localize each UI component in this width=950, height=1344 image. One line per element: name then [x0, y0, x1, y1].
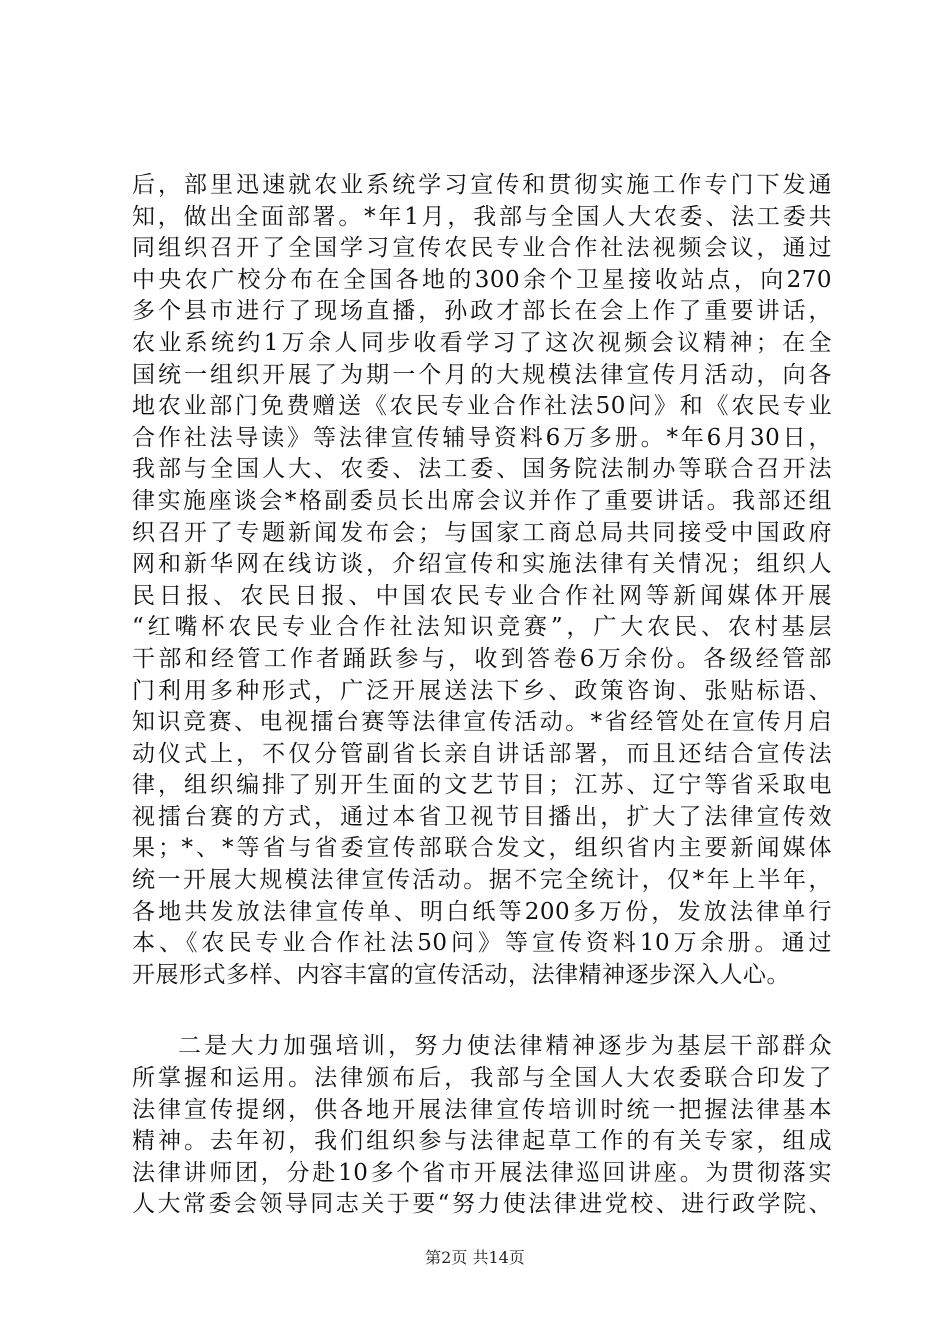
text-line: 各地共发放法律宣传单、明白纸等200多万份，发放法律单行	[132, 898, 832, 925]
text-line: 后，部里迅速就农业系统学习宣传和贯彻实施工作专门下发通	[132, 172, 832, 198]
paragraph-spacer	[132, 991, 832, 1031]
text-line: 视擂台赛的方式，通过本省卫视节目播出，扩大了法律宣传效	[132, 803, 832, 830]
page-number-footer: 第2页 共14页	[425, 1248, 525, 1267]
text-line: 地农业部门免费赠送《农民专业合作社法50问》和《农民专业	[132, 393, 832, 420]
text-line: 我部与全国人大、农委、法工委、国务院法制办等联合召开法	[132, 456, 832, 483]
text-line: 法律宣传提纲，供各地开展法律宣传培训时统一把握法律基本	[132, 1096, 832, 1123]
text-line: 精神。去年初，我们组织参与法律起草工作的有关专家，组成	[132, 1128, 832, 1155]
text-line: 网和新华网在线访谈，介绍宣传和实施法律有关情况；组织人	[132, 551, 832, 578]
text-line: 本、《农民专业合作社法50问》等宣传资料10万余册。通过	[132, 930, 832, 957]
text-line: 知，做出全面部署。*年1月，我部与全国人大农委、法工委共	[132, 203, 832, 230]
text-line: 门利用多种形式，广泛开展送法下乡、政策咨询、张贴标语、	[132, 677, 832, 704]
text-line: 二是大力加强培训，努力使法律精神逐步为基层干部群众	[178, 1033, 832, 1060]
text-line: 多个县市进行了现场直播，孙政才部长在会上作了重要讲话，	[132, 298, 832, 325]
text-line: 中央农广校分布在全国各地的300余个卫星接收站点，向270	[132, 266, 832, 293]
text-line: 同组织召开了全国学习宣传农民专业合作社法视频会议，通过	[132, 235, 832, 262]
text-line: 动仪式上，不仅分管副省长亲自讲话部署，而且还结合宣传法	[132, 740, 832, 767]
text-line: 法律讲师团，分赴10多个省市开展法律巡回讲座。为贯彻落实	[132, 1159, 832, 1186]
document-body	[132, 170, 832, 1221]
text-line: 民日报、农民日报、中国农民专业合作社网等新闻媒体开展	[132, 582, 832, 609]
text-line: 律实施座谈会*格副委员长出席会议并作了重要讲话。我部还组	[132, 487, 832, 514]
text-line: 干部和经管工作者踊跃参与，收到答卷6万余份。各级经管部	[132, 645, 832, 672]
text-line: 人大常委会领导同志关于要“努力使法律进党校、进行政学院、	[132, 1191, 832, 1218]
text-line: 开展形式多样、内容丰富的宣传活动，法律精神逐步深入人心。	[132, 961, 790, 988]
text-line: 织召开了专题新闻发布会；与国家工商总局共同接受中国政府	[132, 519, 832, 546]
text-line: 统一开展大规模法律宣传活动。据不完全统计，仅*年上半年，	[132, 867, 832, 894]
text-line: 所掌握和运用。法律颁布后，我部与全国人大农委联合印发了	[132, 1065, 832, 1092]
paragraph-1	[132, 170, 832, 991]
text-line: 农业系统约1万余人同步收看学习了这次视频会议精神；在全	[132, 329, 832, 356]
text-line: 果；*、*等省与省委宣传部联合发文，组织省内主要新闻媒体	[132, 835, 832, 862]
text-line: 国统一组织开展了为期一个月的大规模法律宣传月活动，向各	[132, 361, 832, 388]
text-line: “红嘴杯农民专业合作社法知识竞赛”，广大农民、农村基层	[132, 614, 832, 641]
text-line: 合作社法导读》等法律宣传辅导资料6万多册。*年6月30日，	[132, 424, 832, 451]
text-line: 律，组织编排了别开生面的文艺节目；江苏、辽宁等省采取电	[132, 772, 832, 799]
text-line: 知识竞赛、电视擂台赛等法律宣传活动。*省经管处在宣传月启	[132, 709, 832, 736]
paragraph-2	[132, 1031, 832, 1221]
